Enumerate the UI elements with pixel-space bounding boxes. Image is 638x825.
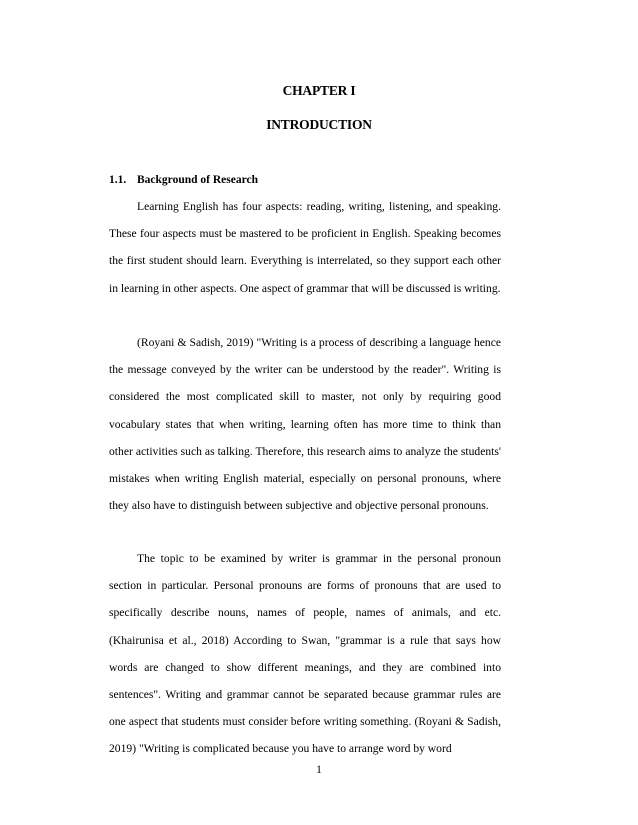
paragraph: (Royani & Sadish, 2019) "Writing is a process of describing a language hence the message conveyed by the writer can be understood by the reader". Writing is considered the most complicated skill to master, not only by requiring good vocabulary states that when writing, learning often has more time to think than other activities such as talking. Therefore, this research aims to analyze the students' mistakes when writing English material, especially on personal pronouns, where they also have to distinguish between subjective and objective personal pronouns. — [109, 336, 501, 513]
section-heading — [109, 174, 258, 186]
page-number: 1 — [316, 764, 322, 776]
chapter-subtitle: INTRODUCTION — [266, 117, 372, 132]
chapter-title: CHAPTER I — [282, 83, 356, 98]
section-title: Background of Research — [137, 174, 258, 186]
paragraph: The topic to be examined by writer is grammar in the personal pronoun section in particular. Personal pronouns are forms of pronouns that are used to specifically describe nouns, names of people, names of animals, and etc. (Khairunisa et al., 2018) According to Swan, "grammar is a rule that says how words are changed to show different meanings, and they are combined into sentences". Writing and grammar cannot be separated because grammar rules are one aspect that students must consider before writing something. (Royani & Sadish, 2019) "Writing is complicated because you have to arrange word by word — [109, 552, 501, 756]
section-number: 1.1. — [109, 174, 127, 186]
paragraph: Learning English has four aspects: reading, writing, listening, and speaking. These four aspects must be mastered to be proficient in English. Speaking becomes the first student should learn. Everything is interrelated, so they support each other in learning in other aspects. One aspect of grammar that will be discussed is writing. — [109, 200, 501, 295]
